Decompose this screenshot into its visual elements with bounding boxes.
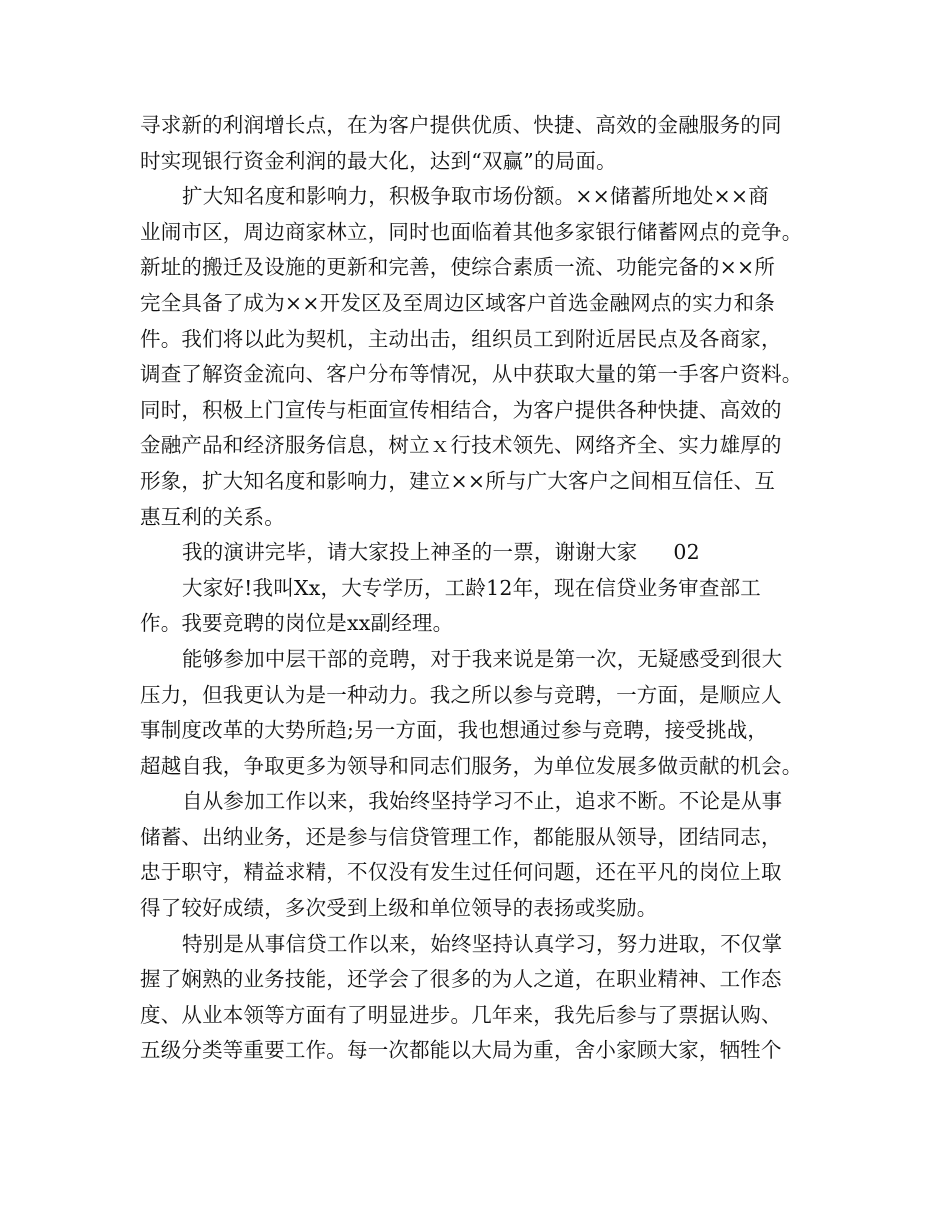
text-line: 调查了解资金流向、客户分布等情况，从中获取大量的第一手客户资料。 <box>140 362 803 387</box>
text-line: 完全具备了成为××开发区及至周边区域客户首选金融网点的实力和条 <box>140 290 776 315</box>
text-line: 事制度改革的大势所趋;另一方面，我也想通过参与竞聘，接受挑战， <box>140 718 769 743</box>
text-line: 惠互利的关系。 <box>140 504 285 529</box>
text-line: 大家好!我叫Xx，大专学历，工龄12年，现在信贷业务审查部工 <box>182 575 761 600</box>
text-line: 握了娴熟的业务技能，还学会了很多的为人之道，在职业精神、工作态 <box>140 967 782 992</box>
text-line: 寻求新的利润增长点，在为客户提供优质、快捷、高效的金融服务的同 <box>140 113 782 137</box>
text-line: 形象，扩大知名度和影响力，建立××所与广大客户之间相互信任、互 <box>140 468 776 493</box>
text-line: 时实现银行资金利润的最大化，达到“双赢”的局面。 <box>140 148 617 173</box>
text-line: 扩大知名度和影响力，积极争取市场份额。××储蓄所地处××商 <box>182 184 770 209</box>
text-line: 作。我要竞聘的岗位是xx副经理。 <box>140 611 454 636</box>
text-line: 度、从业本领等方面有了明显进步。几年来，我先后参与了票据认购、 <box>140 1002 782 1027</box>
text-line: 同时，积极上门宣传与柜面宣传相结合，为客户提供各种快捷、高效的 <box>140 397 782 422</box>
text-line: 自从参加工作以来，我始终坚持学习不止，追求不断。不论是从事 <box>182 789 783 814</box>
closing-text: 我的演讲完毕，请大家投上神圣的一票，谢谢大家 <box>182 540 638 565</box>
text-line: 业闹市区，周边商家林立，同时也面临着其他多家银行储蓄网点的竞争。 <box>140 219 803 244</box>
text-line: 新址的搬迁及设施的更新和完善，使综合素质一流、功能完备的××所 <box>140 255 776 280</box>
text-line: 件。我们将以此为契机，主动出击，组织员工到附近居民点及各商家， <box>140 326 782 351</box>
document-body <box>140 108 830 1069</box>
section-number: 02 <box>673 540 700 565</box>
text-line: 金融产品和经济服务信息，树立ｘ行技术领先、网络齐全、实力雄厚的 <box>140 433 782 458</box>
text-line: 超越自我，争取更多为领导和同志们服务，为单位发展多做贡献的机会。 <box>140 753 803 778</box>
text-line: 五级分类等重要工作。每一次都能以大局为重，舍小家顾大家，牺牲个 <box>140 1038 782 1063</box>
text-line: 特别是从事信贷工作以来，始终坚持认真学习，努力进取，不仅掌 <box>182 931 783 956</box>
text-line: 压力，但我更认为是一种动力。我之所以参与竞聘，一方面，是顺应人 <box>140 682 782 707</box>
text-line: 得了较好成绩，多次受到上级和单位领导的表扬或奖励。 <box>140 896 658 921</box>
text-line: 能够参加中层干部的竞聘，对于我来说是第一次，无疑感受到很大 <box>182 646 783 671</box>
text-line: 储蓄、出纳业务，还是参与信贷管理工作，都能服从领导，团结同志， <box>140 824 782 849</box>
closing-line <box>140 535 830 571</box>
text-line: 忠于职守，精益求精，不仅没有发生过任何问题，还在平凡的岗位上取 <box>140 860 782 885</box>
